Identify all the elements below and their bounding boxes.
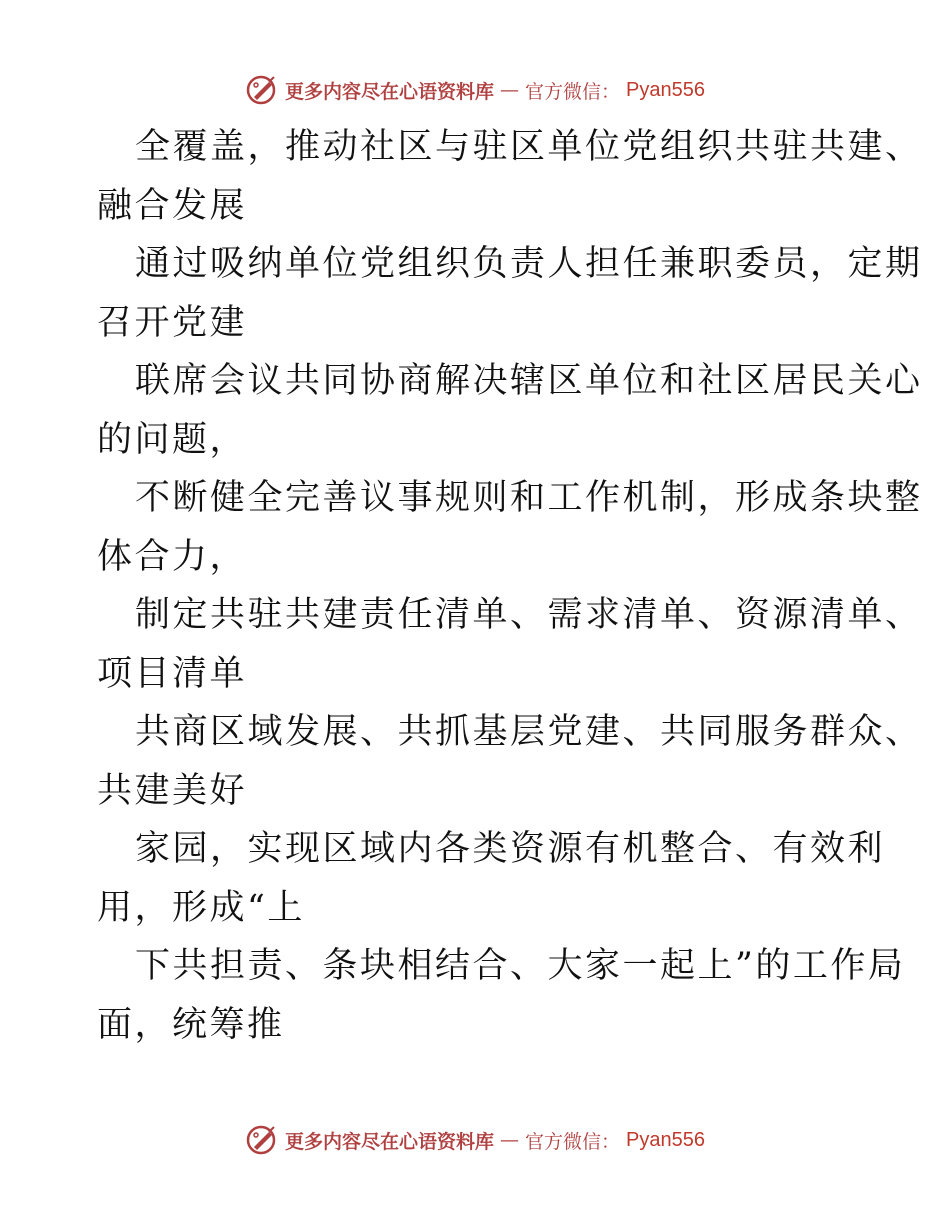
footer-banner	[0, 1120, 950, 1160]
paragraph-line: 共建美好	[97, 770, 248, 811]
document-body	[97, 118, 923, 1054]
paragraph-line: 家园，实现区域内各类资源有机整合、有效利	[135, 829, 886, 869]
paragraph-line: 共商区域发展、共抓基层党建、共同服务群众、	[135, 712, 923, 752]
paragraph-line: 体合力，	[97, 536, 248, 577]
banner-dash: —	[500, 1129, 520, 1151]
header-banner	[0, 70, 950, 110]
paragraph-line: 联席会议共同协商解决辖区单位和社区居民关心	[135, 361, 923, 401]
banner-dash: —	[500, 79, 520, 101]
quill-logo-icon	[245, 73, 279, 107]
paragraph-line: 项目清单	[97, 653, 248, 694]
quill-logo-icon	[245, 1123, 279, 1157]
banner-brand-text: 更多内容尽在心语资料库	[285, 80, 495, 103]
banner-wechat-label: 官方微信：	[525, 1130, 621, 1153]
banner-brand-text: 更多内容尽在心语资料库	[285, 1130, 495, 1153]
paragraph-line: 全覆盖，推动社区与驻区单位党组织共驻共建、	[135, 127, 923, 167]
banner-wechat-id: Pyan556	[626, 1128, 705, 1151]
paragraph-line: 召开党建	[97, 302, 248, 343]
banner-wechat-id: Pyan556	[626, 78, 705, 101]
paragraph-line: 不断健全完善议事规则和工作机制，形成条块整	[135, 478, 923, 518]
paragraph-line: 制定共驻共建责任清单、需求清单、资源清单、	[135, 595, 923, 635]
paragraph-line: 下共担责、条块相结合、大家一起上”的工作局	[135, 946, 906, 986]
banner-wechat-label: 官方微信：	[525, 80, 621, 103]
paragraph-line: 通过吸纳单位党组织负责人担任兼职委员，定期	[135, 244, 923, 284]
paragraph-line: 的问题，	[97, 419, 248, 460]
paragraph-line: 用，形成“上	[97, 887, 305, 928]
paragraph-line: 融合发展	[97, 185, 248, 226]
paragraph-line: 面，统筹推	[97, 1004, 285, 1045]
